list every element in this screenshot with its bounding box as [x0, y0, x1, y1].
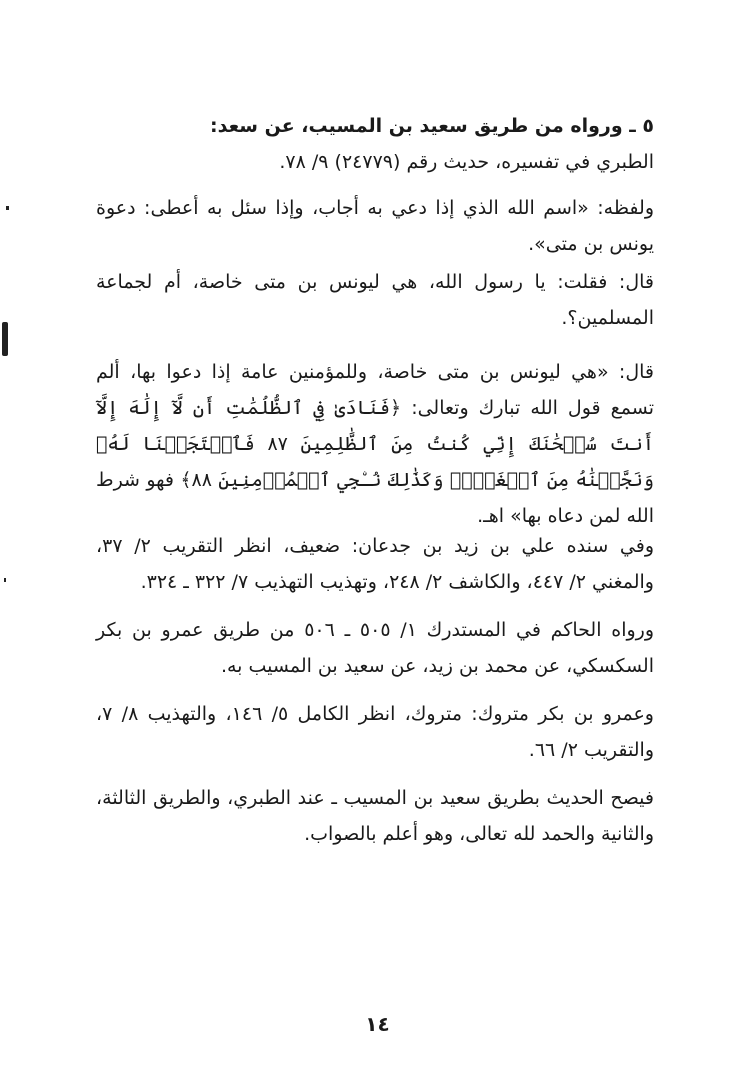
scan-mark: [6, 206, 9, 210]
amr-paragraph: وعمرو بن بكر متروك: متروك، انظر الكامل ٥/ ١٤٦، والتهذيب ٨/ ٧، والتقريب ٢/ ٦٦.: [96, 703, 654, 761]
page-number: ١٤: [365, 1012, 390, 1036]
scan-mark: [2, 322, 8, 356]
question-paragraph: قال: فقلت: يا رسول الله، هي ليونس بن متى خاصة، أم لجماعة المسلمين؟.: [96, 271, 654, 329]
tabari-reference: الطبري في تفسيره، حديث رقم (٢٤٧٧٩) ٩/ ٧٨.: [279, 151, 654, 173]
quran-verse-87: ﴿فَنَادَىٰ فِي ٱلظُّلُمَٰتِ أَن لَّآ إِلَٰهَ إِلَّآ أَنتَ سُبۡحَٰنَكَ إِنِّي كُنتُ مِنَ ٱلظَّٰلِمِينَ ٨٧: [96, 397, 654, 455]
answer-paragraph: [96, 354, 654, 534]
section-5-heading: ٥ ـ ورواه من طريق سعيد بن المسيب، عن سعد:: [210, 115, 654, 137]
answer-intro: قال: «هي ليونس بن متى خاصة، وللمؤمنين عامة إذا دعوا بها، ألم تسمع قول الله تبارك وتعالى:: [96, 361, 654, 419]
hadith-wording-paragraph: ولفظه: «اسم الله الذي إذا دعي به أجاب، وإذا سئل به أعطى: دعوة يونس بن متى».: [96, 197, 654, 255]
sanad-paragraph: وفي سنده علي بن زيد بن جدعان: ضعيف، انظر التقريب ٢/ ٣٧، والمغني ٢/ ٤٤٧، والكاشف ٢/ ٢٤٨، وتهذيب التهذيب ٧/ ٣٢٢ ـ ٣٢٤.: [96, 535, 654, 593]
scan-mark: [4, 578, 6, 582]
answer-outro: فهو شرط الله لمن دعاه بها» اهـ.: [96, 469, 654, 527]
quran-verse-88: فَٱسۡتَجَبۡنَا لَهُۥ وَنَجَّيۡنَٰهُ مِنَ ٱلۡغَمِّۚ وَكَذَٰلِكَ نُـۨجِي ٱلۡمُؤۡمِنِينَ ٨٨﴾: [96, 433, 655, 491]
hakim-paragraph: ورواه الحاكم في المستدرك ١/ ٥٠٥ ـ ٥٠٦ من طريق عمرو بن بكر السكسكي، عن محمد بن زيد، عن سعيد بن المسيب به.: [96, 619, 654, 677]
conclusion-paragraph: فيصح الحديث بطريق سعيد بن المسيب ـ عند الطبري، والطريق الثالثة، والثانية والحمد لله تعالى، وهو أعلم بالصواب.: [96, 787, 654, 845]
